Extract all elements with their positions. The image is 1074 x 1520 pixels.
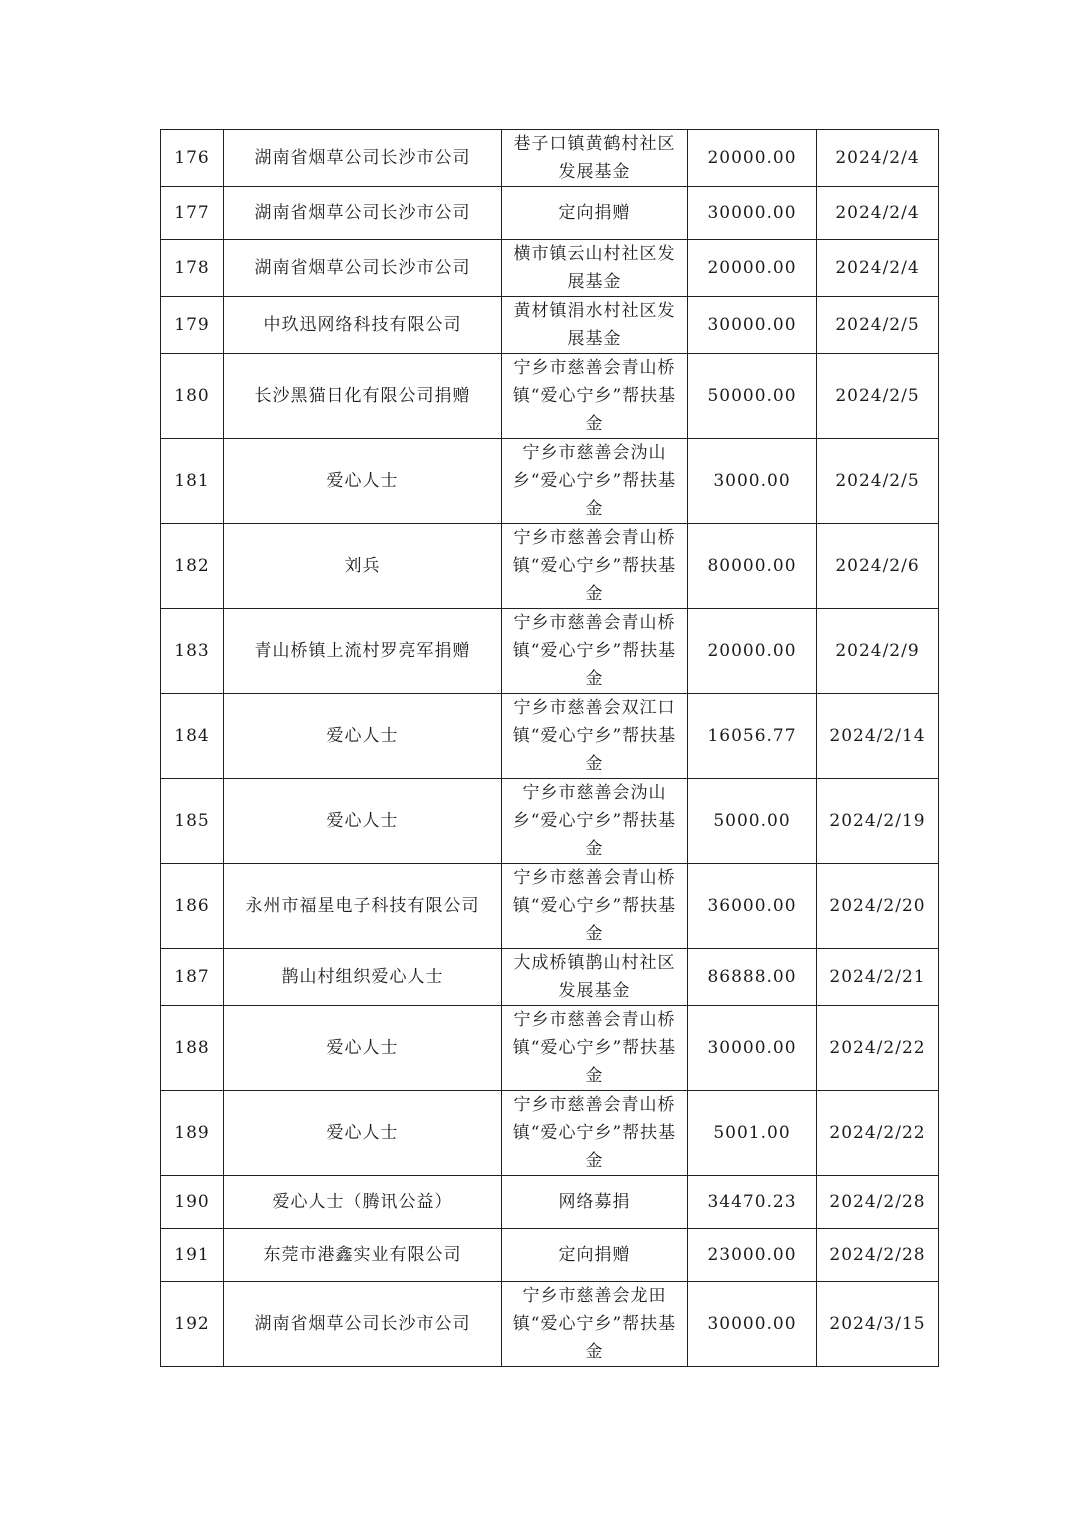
row-number: 180 [161,354,224,439]
table-row [161,354,939,439]
table-row [161,1282,939,1367]
table-row [161,524,939,609]
donation-date: 2024/2/14 [817,694,939,779]
donation-date: 2024/2/20 [817,864,939,949]
table-row [161,439,939,524]
table-row [161,130,939,187]
donation-purpose: 巷子口镇黄鹤村社区发展基金 [502,130,688,187]
donation-purpose: 横市镇云山村社区发展基金 [502,240,688,297]
table-row [161,187,939,240]
donation-date: 2024/2/19 [817,779,939,864]
row-number: 187 [161,949,224,1006]
donation-amount: 23000.00 [688,1229,817,1282]
donor-name: 爱心人士（腾讯公益） [224,1176,502,1229]
donation-amount: 30000.00 [688,187,817,240]
row-number: 192 [161,1282,224,1367]
donation-date: 2024/2/9 [817,609,939,694]
row-number: 189 [161,1091,224,1176]
donation-purpose: 定向捐赠 [502,187,688,240]
table-row [161,1229,939,1282]
row-number: 177 [161,187,224,240]
donation-amount: 80000.00 [688,524,817,609]
donation-date: 2024/2/5 [817,354,939,439]
donation-amount: 30000.00 [688,1282,817,1367]
row-number: 179 [161,297,224,354]
donation-purpose: 定向捐赠 [502,1229,688,1282]
donation-amount: 20000.00 [688,240,817,297]
row-number: 188 [161,1006,224,1091]
donor-name: 爱心人士 [224,694,502,779]
donation-date: 2024/2/28 [817,1229,939,1282]
table-row [161,949,939,1006]
donation-amount: 20000.00 [688,130,817,187]
donor-name: 湖南省烟草公司长沙市公司 [224,187,502,240]
donation-purpose: 宁乡市慈善会沩山乡“爱心宁乡”帮扶基金 [502,439,688,524]
row-number: 181 [161,439,224,524]
donation-amount: 30000.00 [688,1006,817,1091]
donor-name: 东莞市港鑫实业有限公司 [224,1229,502,1282]
donation-amount: 86888.00 [688,949,817,1006]
table-row [161,240,939,297]
donation-purpose: 宁乡市慈善会青山桥镇“爱心宁乡”帮扶基金 [502,354,688,439]
row-number: 185 [161,779,224,864]
donation-amount: 3000.00 [688,439,817,524]
donation-date: 2024/2/5 [817,297,939,354]
row-number: 182 [161,524,224,609]
table-row [161,609,939,694]
donation-amount: 34470.23 [688,1176,817,1229]
donation-date: 2024/2/28 [817,1176,939,1229]
table-row [161,864,939,949]
donor-name: 长沙黑猫日化有限公司捐赠 [224,354,502,439]
donation-purpose: 宁乡市慈善会龙田镇“爱心宁乡”帮扶基金 [502,1282,688,1367]
donation-purpose: 网络募捐 [502,1176,688,1229]
table-row [161,694,939,779]
donor-name: 永州市福星电子科技有限公司 [224,864,502,949]
table-row [161,1006,939,1091]
donation-amount: 5001.00 [688,1091,817,1176]
donor-name: 爱心人士 [224,439,502,524]
donation-amount: 5000.00 [688,779,817,864]
donor-name: 湖南省烟草公司长沙市公司 [224,240,502,297]
donation-date: 2024/2/4 [817,187,939,240]
donation-amount: 36000.00 [688,864,817,949]
row-number: 176 [161,130,224,187]
donation-purpose: 宁乡市慈善会双江口镇“爱心宁乡”帮扶基金 [502,694,688,779]
table-row [161,1091,939,1176]
donation-date: 2024/2/22 [817,1006,939,1091]
row-number: 178 [161,240,224,297]
donation-amount: 50000.00 [688,354,817,439]
donation-amount: 30000.00 [688,297,817,354]
row-number: 183 [161,609,224,694]
donor-name: 刘兵 [224,524,502,609]
row-number: 184 [161,694,224,779]
donation-date: 2024/2/5 [817,439,939,524]
donation-purpose: 宁乡市慈善会青山桥镇“爱心宁乡”帮扶基金 [502,609,688,694]
donation-purpose: 宁乡市慈善会沩山乡“爱心宁乡”帮扶基金 [502,779,688,864]
table-row [161,1176,939,1229]
donation-purpose: 大成桥镇鹊山村社区发展基金 [502,949,688,1006]
donor-name: 爱心人士 [224,1091,502,1176]
row-number: 191 [161,1229,224,1282]
donor-name: 爱心人士 [224,779,502,864]
donation-amount: 20000.00 [688,609,817,694]
donor-name: 青山桥镇上流村罗亮军捐赠 [224,609,502,694]
donation-date: 2024/2/21 [817,949,939,1006]
donor-name: 中玖迅网络科技有限公司 [224,297,502,354]
donation-date: 2024/2/4 [817,130,939,187]
donation-date: 2024/2/4 [817,240,939,297]
table-row [161,779,939,864]
row-number: 186 [161,864,224,949]
table-row [161,297,939,354]
donation-date: 2024/2/22 [817,1091,939,1176]
donor-name: 湖南省烟草公司长沙市公司 [224,130,502,187]
donation-date: 2024/3/15 [817,1282,939,1367]
donation-amount: 16056.77 [688,694,817,779]
donor-name: 爱心人士 [224,1006,502,1091]
donation-purpose: 黄材镇涓水村社区发展基金 [502,297,688,354]
row-number: 190 [161,1176,224,1229]
donation-purpose: 宁乡市慈善会青山桥镇“爱心宁乡”帮扶基金 [502,1091,688,1176]
donation-purpose: 宁乡市慈善会青山桥镇“爱心宁乡”帮扶基金 [502,864,688,949]
donation-table [160,129,939,1367]
donor-name: 湖南省烟草公司长沙市公司 [224,1282,502,1367]
donation-purpose: 宁乡市慈善会青山桥镇“爱心宁乡”帮扶基金 [502,524,688,609]
donation-purpose: 宁乡市慈善会青山桥镇“爱心宁乡”帮扶基金 [502,1006,688,1091]
donation-date: 2024/2/6 [817,524,939,609]
donor-name: 鹊山村组织爱心人士 [224,949,502,1006]
